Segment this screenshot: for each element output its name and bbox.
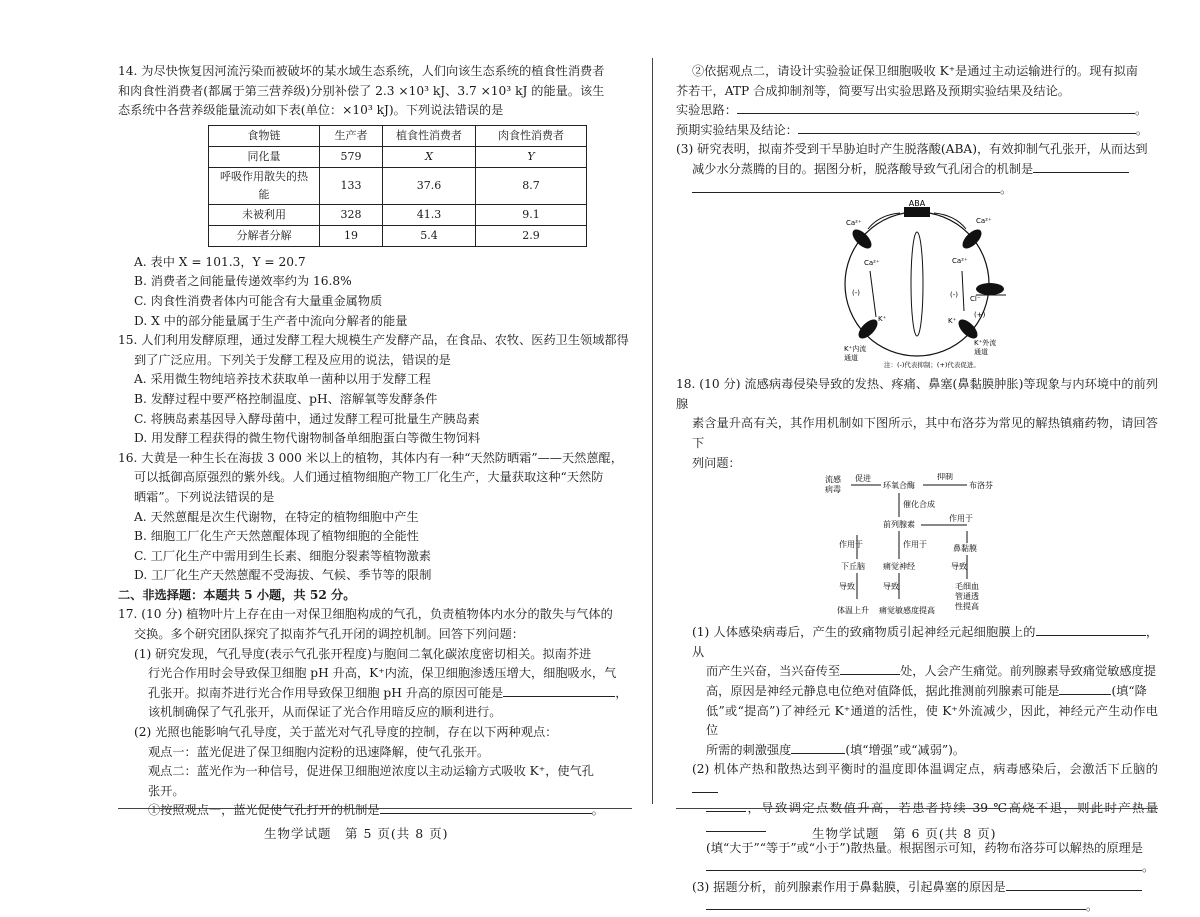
k-out-channel bbox=[955, 316, 980, 341]
k-out-label: K⁺外流 bbox=[974, 339, 997, 348]
table-header: 生产者 bbox=[320, 125, 383, 146]
q18-2-line bbox=[676, 760, 1158, 799]
q14-option-b: B. 消费者之间能量传递效率约为 16.8% bbox=[134, 274, 352, 289]
catalyze-label: 催化合成 bbox=[903, 500, 935, 510]
q18-1-seg: 处，人会产生痛觉。前列腺素导致痛觉敏感度提 bbox=[900, 664, 1156, 679]
promote-label: 促进 bbox=[855, 474, 871, 484]
answer-blank[interactable] bbox=[706, 819, 766, 832]
answer-blank[interactable] bbox=[737, 101, 1135, 114]
table-row bbox=[209, 225, 587, 246]
footer-rule-right bbox=[676, 808, 1158, 809]
answer-blank[interactable] bbox=[791, 741, 845, 754]
q15-option-d: D. 用发酵工程获得的微生物代谢物制备单细胞蛋白等微生物饲料 bbox=[134, 431, 481, 446]
capillary-label-3: 性提高 bbox=[955, 602, 979, 612]
answer-blank[interactable] bbox=[840, 662, 900, 675]
aba-receptor bbox=[904, 207, 930, 217]
q15-option-c: C. 将胰岛素基因导入酵母菌中，通过发酵工程可批量生产胰岛素 bbox=[134, 411, 480, 426]
pain-sensitivity-label: 痛觉敏感度提高 bbox=[879, 606, 935, 616]
table-cell: Y bbox=[476, 146, 587, 167]
question-18-parts bbox=[676, 623, 1158, 917]
capillary-label-2: 管通透 bbox=[955, 592, 979, 602]
q17-part1-text: 孔张开。拟南芥进行光合作用导致保卫细胞 pH 升高的原因可能是 bbox=[148, 685, 504, 700]
expected-result-label: 预期实验结果及结论： bbox=[676, 122, 798, 137]
hypothalamus-label: 下丘脑 bbox=[841, 562, 865, 572]
page-5 bbox=[118, 62, 632, 821]
table-cell: 5.4 bbox=[383, 225, 476, 246]
q18-1-seg: (填“降 bbox=[1111, 683, 1147, 698]
drug-label: 布洛芬 bbox=[969, 481, 993, 491]
q14-stem-line: 态系统中各营养级能量流动如下表(单位：×10³ kJ)。下列说法错误的是 bbox=[118, 103, 504, 118]
prostaglandin-figure bbox=[676, 473, 1158, 623]
question-15 bbox=[118, 331, 632, 449]
table-row bbox=[209, 167, 587, 204]
table-cell: 19 bbox=[320, 225, 383, 246]
plus-label: (+) bbox=[974, 311, 986, 320]
capillary-label: 毛细血 bbox=[955, 582, 979, 592]
q18-1-line bbox=[676, 741, 1158, 761]
answer-blank[interactable] bbox=[706, 897, 1086, 910]
q18-1-text: (1) 人体感染病毒后，产生的致痛物质引起神经元起细胞膜上的 bbox=[692, 625, 1036, 640]
answer-blank[interactable] bbox=[1006, 878, 1142, 891]
experiment-idea-line bbox=[676, 101, 1158, 121]
ca-channel-right bbox=[959, 226, 984, 251]
table-header: 肉食性消费者 bbox=[476, 125, 587, 146]
q18-1-line bbox=[676, 662, 1158, 682]
question-18 bbox=[676, 375, 1158, 473]
table-row bbox=[209, 146, 587, 167]
inhibit-label: 抑制 bbox=[937, 473, 953, 482]
act-label-1: 作用于 bbox=[839, 540, 863, 550]
q18-stem-line: 18. (10 分) 流感病毒侵染导致的发热、疼痛、鼻塞(鼻黏膜肿胀)等现象与内环境中的前列腺 bbox=[676, 377, 1158, 411]
virus-label: 流感 bbox=[825, 475, 841, 485]
q17-part2-tail: 张开。 bbox=[148, 783, 185, 798]
cl-channel bbox=[976, 283, 1004, 295]
q17-cont-line: 芥若干，ATP 合成抑制剂等，简要写出实验思路及预期实验结果及结论。 bbox=[676, 83, 1070, 98]
q18-2-text: ，导致调定点数值升高，若患者持续 39 ℃高烧不退，则此时产热量 bbox=[746, 801, 1158, 816]
q17-stem-line: 17. (10 分) 植物叶片上存在由一对保卫细胞构成的气孔，负责植物体内水分的散失与气体的 bbox=[118, 607, 613, 622]
q18-3-text: (3) 据题分析，前列腺素作用于鼻黏膜，引起鼻塞的原因是 bbox=[692, 879, 1006, 894]
question-14 bbox=[118, 62, 632, 331]
section-heading: 二、非选择题：本题共 5 小题，共 52 分。 bbox=[118, 587, 356, 602]
inhibit-line-left bbox=[870, 271, 876, 317]
inhibit-line-right bbox=[962, 271, 964, 311]
page-6 bbox=[676, 62, 1158, 917]
q17-part2-line: 观点二：蓝光作为一种信号，促进保卫细胞逆浓度以主动运输方式吸收 K⁺，使气孔 bbox=[148, 764, 594, 779]
comma: ， bbox=[615, 685, 628, 700]
question-17 bbox=[118, 605, 632, 821]
q17-part3-text: 减少水分蒸腾的目的。据图分析，脱落酸导致气孔闭合的机制是 bbox=[692, 161, 1034, 176]
q16-option-d: D. 工厂化生产天然蒽醌不受海拔、气候、季节等的限制 bbox=[134, 568, 432, 583]
cause-label-2: 导致 bbox=[883, 582, 899, 592]
q14-stem-line: 和肉食性消费者(都属于第三营养级)分别补偿了 2.3 ×10³ kJ、3.7 ×10³ kJ 的能量。该生 bbox=[118, 83, 605, 98]
q15-option-a: A. 采用微生物纯培养技术获取单一菌种以用于发酵工程 bbox=[134, 372, 431, 387]
q18-1-text: 而产生兴奋，当兴奋传至 bbox=[706, 664, 841, 679]
act-label-3: 作用于 bbox=[949, 514, 973, 524]
table-cell: 同化量 bbox=[209, 146, 320, 167]
q17-part1-line: 行光合作用时会导致保卫细胞 pH 升高，K⁺内流，保卫细胞渗透压增大，细胞吸水，气 bbox=[148, 666, 617, 681]
q17-part2-line: 观点一：蓝光促进了保卫细胞内淀粉的迅速降解，使气孔张开。 bbox=[148, 744, 490, 759]
question-16 bbox=[118, 449, 632, 586]
ca-inside-right: Ca²⁺ bbox=[952, 257, 968, 266]
table-cell: 579 bbox=[320, 146, 383, 167]
table-header: 食物链 bbox=[209, 125, 320, 146]
energy-flow-table bbox=[208, 125, 587, 247]
q17-part3-blank-line bbox=[676, 180, 1158, 200]
q18-2-line: (填“大于”“等于”或“小于”)散热量。根据图示可知，药物布洛芬可以解热的原理是 bbox=[706, 840, 1143, 855]
period: 。 bbox=[1135, 122, 1149, 137]
ca-channel-left bbox=[849, 226, 874, 251]
q18-2-text: (2) 机体产热和散热达到平衡时的温度即体温调定点，病毒感染后，会激活下丘脑的 bbox=[692, 762, 1158, 777]
q16-option-b: B. 细胞工厂化生产天然蒽醌体现了植物细胞的全能性 bbox=[134, 529, 419, 544]
q18-1-line: 低”或“提高”)了神经元 K⁺通道的活性，使 K⁺外流减少，因此，神经元产生动作电位 bbox=[706, 703, 1158, 738]
k-in-channel bbox=[855, 316, 880, 341]
q18-3-blank-line bbox=[676, 897, 1158, 917]
q17-part2-q-text: ①按照观点一，蓝光促使气孔打开的机制是 bbox=[148, 803, 380, 818]
q14-stem-line: 14. 为尽快恢复因河流污染而被破坏的某水域生态系统，人们向该生态系统的植食性消费者 bbox=[118, 64, 605, 78]
q17-cont-line: ②依据观点二，请设计实验验证保卫细胞吸收 K⁺是通过主动运输进行的。现有拟南 bbox=[692, 64, 1138, 78]
pain-nerve-label: 痛觉神经 bbox=[883, 562, 915, 572]
answer-blank[interactable] bbox=[1036, 623, 1146, 636]
footer-rule-left bbox=[118, 808, 632, 809]
cause-label-3: 导致 bbox=[951, 562, 967, 572]
k-out-label-2: 通道 bbox=[974, 348, 988, 357]
q14-option-c: C. 肉食性消费者体内可能含有大量重金属物质 bbox=[134, 293, 383, 308]
answer-blank[interactable] bbox=[1059, 682, 1111, 695]
q14-option-d: D. X 中的部分能量属于生产者中流向分解者的能量 bbox=[134, 313, 408, 328]
expected-result-line bbox=[676, 121, 1158, 141]
table-cell: 呼吸作用散失的热能 bbox=[209, 167, 320, 204]
table-row bbox=[209, 204, 587, 225]
period: 。 bbox=[1134, 103, 1148, 118]
q18-2-blank-line bbox=[676, 858, 1158, 878]
q18-3-line bbox=[676, 878, 1158, 898]
answer-blank[interactable] bbox=[503, 684, 615, 697]
q17-part2-question bbox=[118, 801, 632, 821]
table-cell: 2.9 bbox=[476, 225, 587, 246]
q17-part1-line: (1) 研究发现，气孔导度(表示气孔张开程度)与胞间二氧化碳浓度密切相关。拟南芥进 bbox=[134, 646, 592, 661]
question-17-continued bbox=[676, 62, 1158, 199]
q17-part1-tail: 该机制确保了气孔张开，从而保证了光合作用暗反应的顺利进行。 bbox=[148, 705, 502, 720]
aba-figure bbox=[676, 199, 1158, 369]
table-header: 植食性消费者 bbox=[383, 125, 476, 146]
fever-label: 体温上升 bbox=[837, 606, 869, 616]
experiment-idea-label: 实验思路： bbox=[676, 103, 737, 118]
q17-stem-line: 交换。多个研究团队探究了拟南芥气孔开闭的调控机制。回答下列问题： bbox=[134, 627, 524, 642]
cause-label-1: 导致 bbox=[839, 582, 855, 592]
answer-blank[interactable] bbox=[798, 121, 1136, 134]
table-cell: X bbox=[383, 146, 476, 167]
table-cell: 未被利用 bbox=[209, 204, 320, 225]
aba-label: ABA bbox=[908, 199, 926, 209]
prostaglandin-label: 前列腺素 bbox=[883, 520, 915, 530]
answer-blank[interactable] bbox=[706, 858, 1142, 871]
ca-inside-left: Ca²⁺ bbox=[864, 259, 880, 268]
table-cell: 8.7 bbox=[476, 167, 587, 204]
q18-1-text: 所需的刺激强度 bbox=[706, 742, 792, 757]
q15-option-b: B. 发酵过程中要严格控制温度、pH、溶解氧等发酵条件 bbox=[134, 391, 438, 406]
q18-1-line bbox=[676, 623, 1158, 662]
table-cell: 9.1 bbox=[476, 204, 587, 225]
q18-1-seg: (填“增强”或“减弱”)。 bbox=[845, 742, 966, 757]
ca-label-left: Ca²⁺ bbox=[846, 219, 862, 228]
q18-1-line bbox=[676, 682, 1158, 702]
q16-option-c: C. 工厂化生产中需用到生长素、细胞分裂素等植物激素 bbox=[134, 548, 431, 563]
k-in-label: K⁺内流 bbox=[844, 345, 867, 354]
page-footer-right: 生物学试题 第 6 页(共 8 页) bbox=[812, 826, 997, 841]
ca-label-right: Ca²⁺ bbox=[976, 217, 992, 226]
k-label-right: K⁺ bbox=[948, 317, 957, 326]
table-cell: 分解者分解 bbox=[209, 225, 320, 246]
q17-part1-line bbox=[118, 684, 632, 704]
table-header-row bbox=[209, 125, 587, 146]
answer-blank[interactable] bbox=[692, 180, 1000, 193]
q17-part2-line: (2) 光照也能影响气孔导度，关于蓝光对气孔导度的控制，存在以下两种观点： bbox=[134, 725, 558, 740]
stoma-pore bbox=[911, 232, 923, 336]
q15-stem-line: 15. 人们利用发酵原理，通过发酵工程大规模生产发酵产品，在食品、农牧、医药卫生领域都得 bbox=[118, 333, 629, 348]
prostaglandin-flow-diagram bbox=[817, 473, 1017, 623]
figure-note: 注：(-)代表抑制；(+)代表促进。 bbox=[884, 361, 980, 370]
q14-option-a: A. 表中 X = 101.3，Y = 20.7 bbox=[134, 254, 306, 269]
table-cell: 41.3 bbox=[383, 204, 476, 225]
table-cell: 328 bbox=[320, 204, 383, 225]
cl-label: Cl⁻ bbox=[970, 295, 981, 304]
period: 。 bbox=[591, 803, 604, 818]
page-footer-left: 生物学试题 第 5 页(共 8 页) bbox=[264, 826, 449, 841]
column-divider bbox=[652, 58, 653, 804]
q18-1-text: 高，原因是神经元静息电位绝对值降低，据此推测前列腺素可能是 bbox=[706, 683, 1060, 698]
period: 。 bbox=[1000, 181, 1013, 196]
q18-stem-line: 列问题： bbox=[692, 455, 741, 470]
q16-stem-line: 晒霜”。下列说法错误的是 bbox=[134, 489, 275, 504]
act-label-2: 作用于 bbox=[903, 540, 927, 550]
k-in-label-2: 通道 bbox=[844, 354, 858, 363]
q16-stem-line: 16. 大黄是一种生长在海拔 3 000 米以上的植物，其体内有一种“天然防晒霜”——天然蒽醌， bbox=[118, 450, 623, 465]
period: 。 bbox=[1142, 860, 1155, 875]
minus-label-right: (-) bbox=[950, 291, 958, 300]
answer-blank[interactable] bbox=[706, 799, 746, 812]
table-cell: 133 bbox=[320, 167, 383, 204]
virus-label-2: 病毒 bbox=[825, 485, 841, 495]
enzyme-label: 环氧合酶 bbox=[883, 481, 915, 491]
q16-stem-line: 可以抵御高原强烈的紫外线。人们通过植物细胞产物工厂化生产，大量获取这种“天然防 bbox=[134, 470, 604, 485]
table-cell: 37.6 bbox=[383, 167, 476, 204]
aba-stomata-diagram bbox=[824, 199, 1010, 369]
q17-part3-line: (3) 研究表明，拟南芥受到干旱胁迫时产生脱落酸(ABA)，有效抑制气孔张开，从而达到 bbox=[676, 142, 1148, 157]
q16-option-a: A. 天然蒽醌是次生代谢物，在特定的植物细胞中产生 bbox=[134, 509, 419, 524]
q17-part3-line bbox=[676, 160, 1158, 180]
nasal-mucosa-label: 鼻黏膜 bbox=[953, 544, 977, 554]
k-label-left: K⁺ bbox=[878, 315, 887, 324]
q18-1-seg: ，从 bbox=[692, 625, 1159, 659]
q15-stem-line: 到了广泛应用。下列关于发酵工程及应用的说法，错误的是 bbox=[134, 352, 451, 367]
period: 。 bbox=[1086, 899, 1099, 914]
minus-label-left: (-) bbox=[852, 289, 860, 298]
answer-blank[interactable] bbox=[692, 780, 718, 793]
answer-blank[interactable] bbox=[1033, 160, 1129, 173]
q18-stem-line: 素含量升高有关，其作用机制如下图所示，其中布洛芬为常见的解热镇痛药物，请回答下 bbox=[692, 416, 1158, 450]
